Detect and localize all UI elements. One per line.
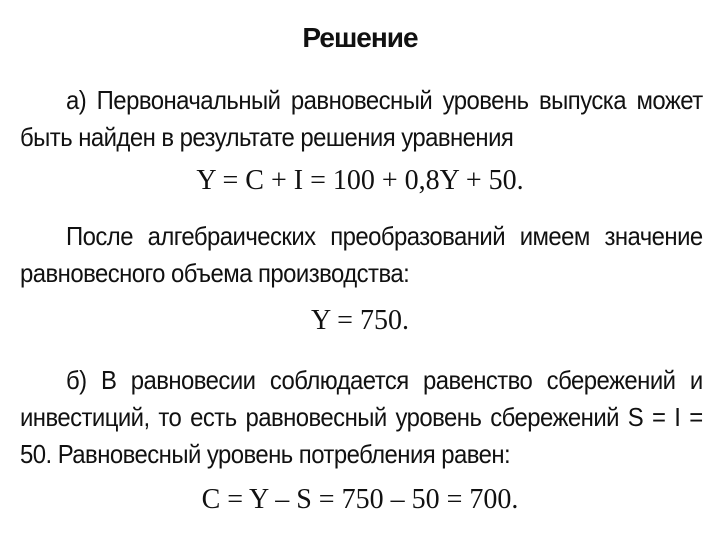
paragraph-b [20,362,703,473]
paragraph-a [20,82,703,156]
paragraph-b-text: б) В равновесии соблюдается равенство сбережений и инвестиций, то есть равновесный уровень сбережений S = I = 50. Равновесный уровень потребления равен: [20,365,703,469]
formula-consumption: C = Y – S = 750 – 50 = 700. [201,484,519,515]
formula-income-equation: Y = C + I = 100 + 0,8Y + 50. [196,165,524,196]
paragraph-a-continued [20,218,703,292]
formula-equilibrium-output: Y = 750. [311,305,409,336]
paragraph-a-text: а) Первоначальный равновесный уровень выпуска может быть найден в результате решения уравнения [20,85,703,152]
paragraph-a2-text: После алгебраических преобразований имеем значение равновесного объема производства: [20,221,703,288]
page-title: Решение [302,22,418,53]
